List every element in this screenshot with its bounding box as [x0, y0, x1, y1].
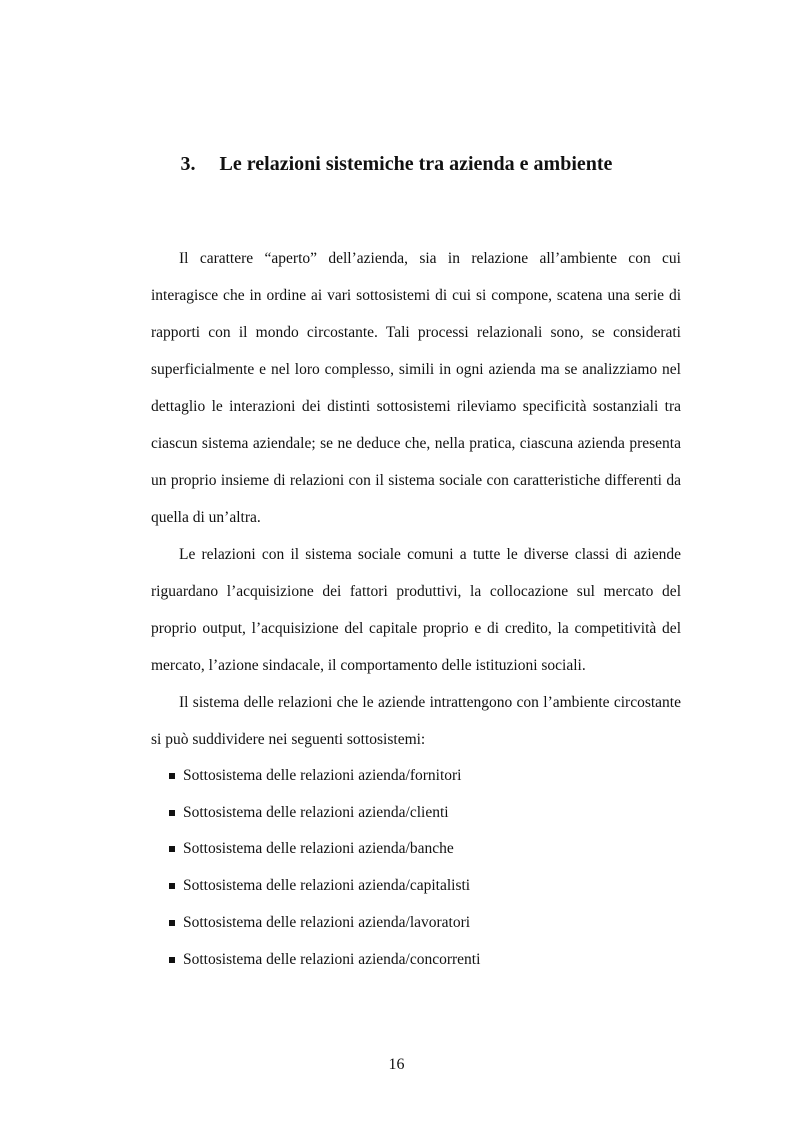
paragraph-1: Il carattere “aperto” dell’azienda, sia in relazione all’ambiente con cui interagisce che in ordine ai vari sottosistemi di cui si compone, scatena una serie di rapporti con il mondo circostante. Tali processi relazionali sono, se considerati superficialmente e nel loro complesso, simili in ogni azienda ma se analizziamo nel dettaglio le interazioni dei distinti sottosistemi rileviamo specificità sostanziali tra ciascun sistema aziendale; se ne deduce che, nella pratica, ciascuna azienda presenta un proprio insieme di relazioni con il sistema sociale con caratteristiche differenti da quella di un’altra.	[151, 250, 681, 526]
square-bullet-icon	[169, 957, 175, 963]
paragraph-2: Le relazioni con il sistema sociale comuni a tutte le diverse classi di aziende riguardano l’acquisizione dei fattori produttivi, la collocazione sul mercato del proprio output, l’acquisizione del capitale proprio e di credito, la competitività del mercato, l’azione sindacale, il comportamento delle istituzioni sociali.	[151, 546, 681, 674]
list-item-text: Sottosistema delle relazioni azienda/capitalisti	[183, 877, 471, 895]
section-heading	[0, 150, 793, 178]
square-bullet-icon	[169, 810, 175, 816]
square-bullet-icon	[169, 846, 175, 852]
list-item-text: Sottosistema delle relazioni azienda/lavoratori	[183, 913, 471, 931]
list-item-text: Sottosistema delle relazioni azienda/concorrenti	[183, 950, 481, 968]
list-item-text: Sottosistema delle relazioni azienda/banche	[183, 840, 454, 858]
section-number: 3.	[180, 153, 196, 175]
list-item-text: Sottosistema delle relazioni azienda/fornitori	[183, 767, 462, 784]
list-item-text: Sottosistema delle relazioni azienda/clienti	[183, 803, 449, 821]
list-item	[151, 905, 681, 942]
list-item	[151, 758, 681, 795]
square-bullet-icon	[169, 920, 175, 926]
paragraph-3: Il sistema delle relazioni che le aziende intrattengono con l’ambiente circostante si può suddividere nei seguenti sottosistemi:	[151, 694, 681, 748]
subsystem-list	[151, 758, 681, 978]
section-title: Le relazioni sistemiche tra azienda e ambiente	[219, 153, 613, 175]
list-item	[151, 942, 681, 979]
list-item	[151, 831, 681, 868]
page-number: 16	[388, 1056, 405, 1073]
list-item	[151, 868, 681, 905]
body-text	[151, 240, 681, 978]
square-bullet-icon	[169, 883, 175, 889]
square-bullet-icon	[169, 773, 175, 779]
list-item	[151, 795, 681, 832]
